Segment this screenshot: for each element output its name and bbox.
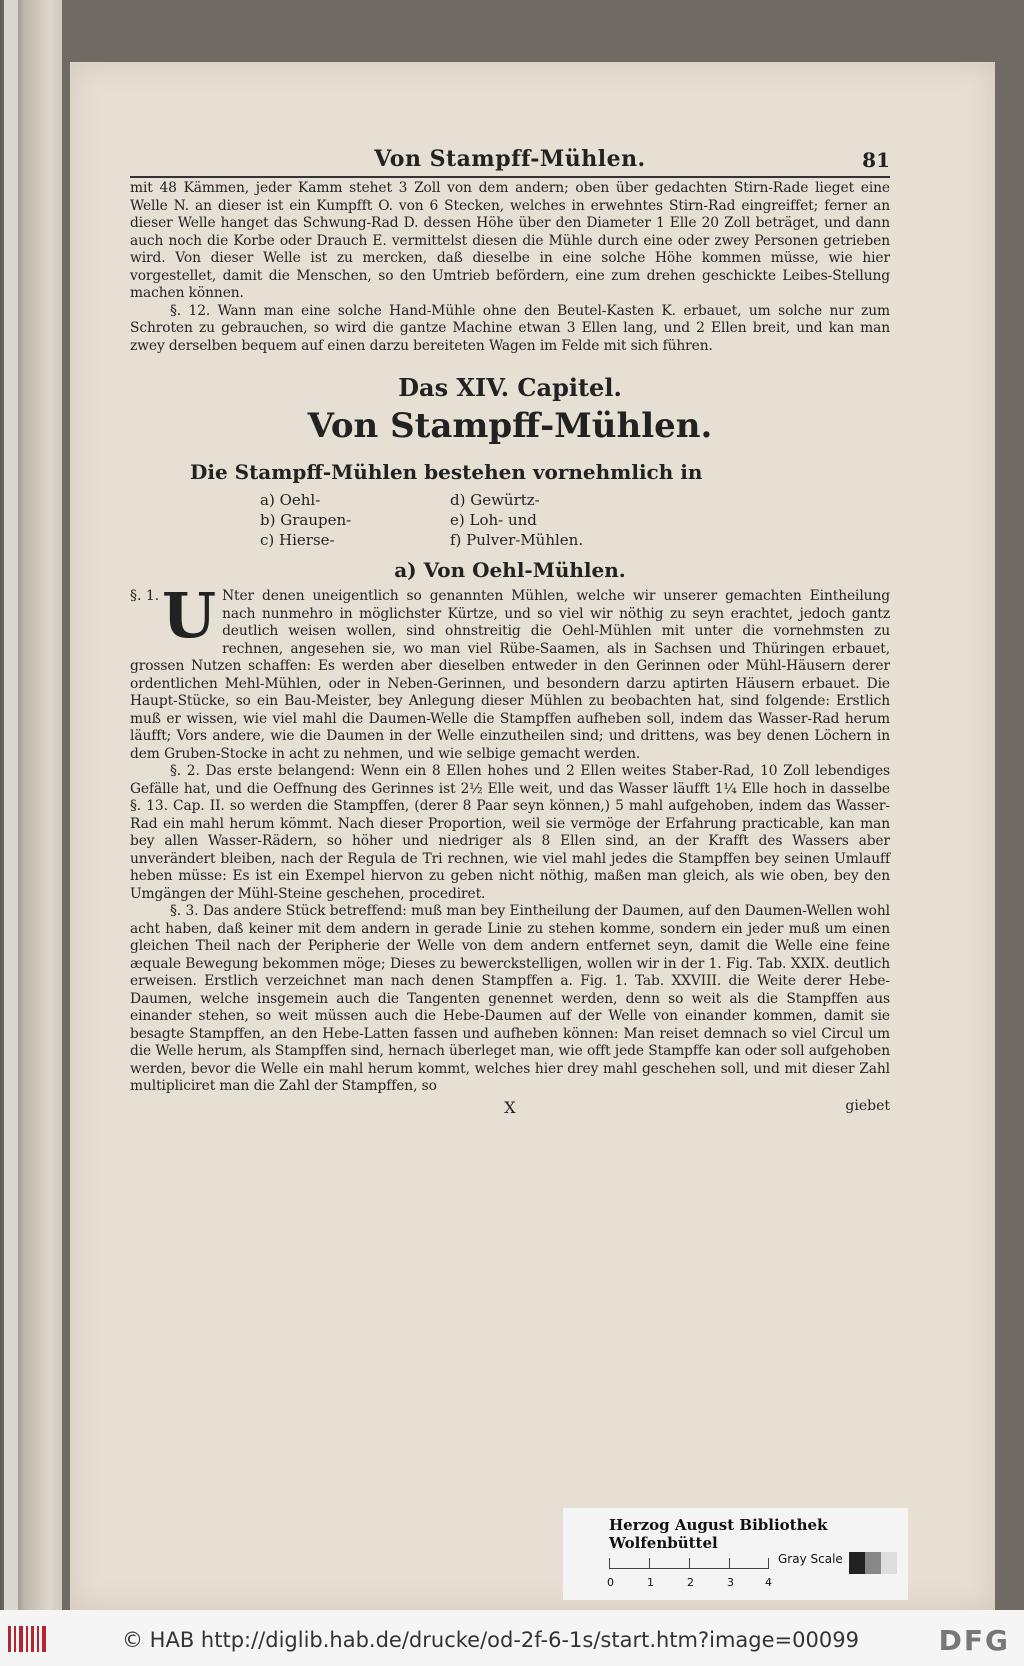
paragraph-continuation: mit 48 Kämmen, jeder Kamm stehet 3 Zoll von dem andern; oben über gedachten Stirn-Rade lieget eine Welle N. an dieser ist ein Kumpfft O. von 6 Stecken, welches in erwehntes Stirn-Rad eingreiffet; ferner an dieser Welle hanget das Schwung-Rad D. dessen Höhe über den Diameter 1 Elle 20 Zoll beträget, und dann auch noch die Korbe oder Drauch E. vermittelst diesen die Mühle durch eine oder zwey Personen getrieben wird. Von dieser Welle ist zu mercken, daß dieselbe in eine solche Höhe kommen müsse, wie hier vorgestellet, damit die Menschen, so den Umtrieb befördern, eine zum drehen geschickte Leibes-Stellung machen können. xyxy=(130,180,890,301)
gray-swatch xyxy=(849,1552,865,1574)
intro-line: Die Stampff-Mühlen bestehen vornehmlich in xyxy=(190,460,703,484)
mill-type-list xyxy=(260,490,890,550)
scale-number: 0 xyxy=(607,1576,614,1589)
fore-edge-strip xyxy=(4,0,18,1610)
list-item: d) Gewürtz- xyxy=(450,491,540,509)
chapter-number: Das XIV. Capitel. xyxy=(398,373,622,402)
section-1-text: Nter denen uneigentlich so genannten Mühlen, welche wir unserer gemachten Eintheilung nach nunmehro in möglichster Kürtze, und so viel wir nöthig zu seyn erachtet, jedoch gantz deutlich weisen wollen, sind ohnstreitig die Oehl-Mühlen mit unter die vornehmsten zu rechnen, angesehen sie, wo man viel Rübe-Saamen, als in Sachsen und Thüringen erbauet, grossen Nutzen schaffen: Es werden aber dieselben entweder in den Gerinnen oder Mühl-Häusern derer ordentlichen Mehl-Mühlen, oder in Neben-Gerinnen, und besondern darzu aptirten Häusern erbauet. Die Haupt-Stücke, so ein Bau-Meister, bey Anlegung dieser Mühlen zu beobachten hat, sind folgende: Erstlich muß er wissen, wie viel mahl die Daumen-Welle die Stampffen aufheben soll, indem das Wasser-Rad herum läufft; Vors andere, wie die Daumen in der Welle einzutheilen sind; und drittens, was bey denen Löchern in dem Gruben-Stocke in acht zu nehmen, und wie selbige gemacht werden. xyxy=(130,588,890,762)
list-item: e) Loh- und xyxy=(450,511,537,529)
paragraph-section-12: §. 12. Wann man eine solche Hand-Mühle ohne den Beutel-Kasten K. erbauet, um solche nur zum Schroten zu gebrauchen, so wird die gantze Machine etwan 3 Ellen lang, und 2 Ellen breit, und kan man zwey derselben bequem auf einen darzu bereiteten Wagen im Felde mit sich führen. xyxy=(130,302,890,354)
scale-tick xyxy=(729,1558,730,1568)
library-color-card xyxy=(563,1508,908,1600)
scale-tick xyxy=(609,1558,610,1568)
running-head-title: Von Stampff-Mühlen. xyxy=(374,146,646,172)
gray-swatch xyxy=(865,1552,881,1574)
scale-tick xyxy=(689,1558,690,1568)
source-url[interactable]: © HAB http://diglib.hab.de/drucke/od-2f-6-1s/start.htm?image=00099 xyxy=(122,1628,859,1652)
list-item: c) Hierse- xyxy=(260,531,335,549)
chapter-title: Von Stampff-Mühlen. xyxy=(307,406,713,446)
library-name: Herzog August Bibliothek Wolfenbüttel xyxy=(609,1516,828,1552)
list-item: b) Graupen- xyxy=(260,511,352,529)
viewer-footer xyxy=(0,1610,1024,1666)
grayscale-label: Gray Scale xyxy=(778,1552,843,1566)
scale-number: 1 xyxy=(647,1576,654,1589)
scale-number: 3 xyxy=(727,1576,734,1589)
list-column-1 xyxy=(260,490,351,550)
signature-mark: X xyxy=(504,1097,516,1117)
running-head xyxy=(130,140,890,180)
scale-tick xyxy=(768,1558,769,1568)
scale-number: 4 xyxy=(765,1576,772,1589)
page-body xyxy=(130,180,890,1118)
book-left-edge xyxy=(0,0,62,1610)
section-mark: §. 1. xyxy=(130,588,160,604)
dfg-logo: DFG xyxy=(938,1624,1010,1657)
section-2-text: §. 2. Das erste belangend: Wenn ein 8 Ellen hohes und 2 Ellen weites Staber-Rad, 10 Zoll lebendiges Gefälle hat, und die Oeffnung des Gerinnes ist 2½ Elle weit, und das Wasser läufft 1¼ Elle hoch in dasselbe §. 13. Cap. II. so werden die Stampffen, (derer 8 Paar seyn können,) 5 mahl aufgehoben, indem das Wasser-Rad ein mahl herum kömmt. Nach dieser Proportion, weil sie vermöge der Erfahrung practicable, kan man bey allen Wasser-Rädern, so höher und niedriger als 8 Ellen sind, an der Krafft des Wassers aber unverändert bleiben, nach der Regula de Tri rechnen, wie viel mahl jedes die Stampffen bey seinen Umlauff heben müsse: Es ist ein Exempel hiervon zu geben nicht nöthig, maßen man gleich, als wie oben, bey den Umgängen der Mühl-Steine geschehen, procediret. xyxy=(130,763,890,902)
scale-tick xyxy=(649,1558,650,1568)
hab-logo-icon xyxy=(8,1626,46,1652)
document-page xyxy=(70,62,995,1610)
drop-cap-initial: U xyxy=(162,579,217,652)
scale-number: 2 xyxy=(687,1576,694,1589)
list-column-2 xyxy=(450,490,583,550)
section-3-text: §. 3. Das andere Stück betreffend: muß man bey Eintheilung der Daumen, auf den Daumen-Wellen wohl acht haben, daß keiner mit dem andern in gerade Linie zu stehen komme, sondern ein jeder muß um einen gleichen Theil nach der Peripherie der Welle von dem andern entfernet seyn, damit die Welle eine feine æquale Bewegung bekommen möge; Dieses zu bewerckstelligen, wollen wir in der 1. Fig. Tab. XXIX. deutlich erweisen. Erstlich verzeichnet man nach denen Stampffen a. Fig. 1. Tab. XXVIII. die Weite derer Hebe-Daumen, welche insgemein auch die Tangenten genennet werden, denn so weit als die Stampffen aus einander stehen, so weit müssen auch die Hebe-Daumen auf der Welle von einander kommen, damit sie besagte Stampffen, an den Hebe-Latten fassen und aufheben können: Man reiset demnach so viel Circul um die Welle herum, als Stampffen sind, hernach überleget man, wie offt jede Stampffe kan oder soll aufgehoben werden, bevor die Welle ein mahl herum kommt, welches hier drey mahl geschehen soll, und mit dieser Zahl multipliciret man die Zahl der Stampffen, so xyxy=(130,903,890,1094)
page-foot xyxy=(130,1098,890,1118)
measurement-scale xyxy=(609,1550,769,1569)
subheading: a) Von Oehl-Mühlen. xyxy=(394,558,626,582)
list-item: a) Oehl- xyxy=(260,491,321,509)
gray-swatch xyxy=(881,1552,897,1574)
page-number: 81 xyxy=(862,148,890,172)
head-rule xyxy=(130,176,890,178)
catchword: giebet xyxy=(845,1097,890,1114)
list-item: f) Pulver-Mühlen. xyxy=(450,531,584,549)
section-1 xyxy=(130,579,890,763)
